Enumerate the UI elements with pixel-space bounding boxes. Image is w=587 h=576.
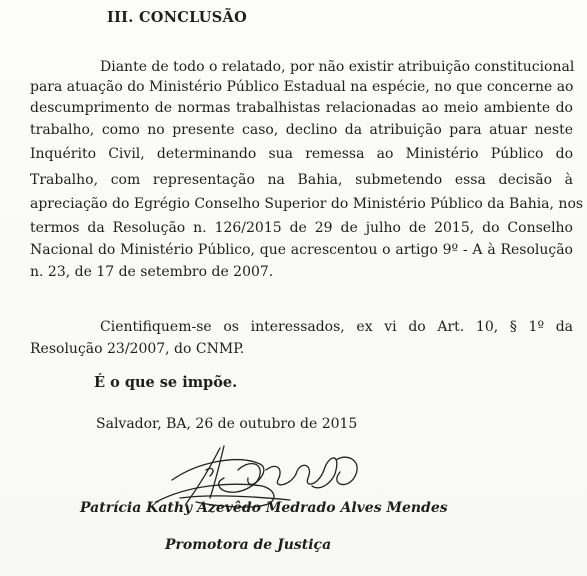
closing-statement: É o que se impõe.	[94, 374, 238, 391]
paragraph-line: Nacional do Ministério Público, que acrescentou o artigo 9º - A à Resolução	[30, 242, 573, 258]
paragraph-line: Cientifiquem-se os interessados, ex vi do Art. 10, § 1º da	[100, 319, 573, 335]
paragraph-line: Inquérito Civil, determinando sua remessa ao Ministério Público do	[30, 146, 573, 162]
place-date: Salvador, BA, 26 de outubro de 2015	[96, 416, 358, 432]
paragraph-line: termos da Resolução n. 126/2015 de 29 de julho de 2015, do Conselho	[30, 220, 573, 236]
paragraph-line: apreciação do Egrégio Conselho Superior do Ministério Público da Bahia, nos	[30, 196, 584, 212]
signer-name: Patrícia Kathy Azevêdo Medrado Alves Mendes	[80, 500, 448, 516]
paragraph-line: trabalho, como no presente caso, declino da atribuição para atuar neste	[30, 122, 573, 138]
paragraph-line: n. 23, de 17 de setembro de 2007.	[30, 264, 274, 280]
paragraph-line: Trabalho, com representação na Bahia, submetendo essa decisão à	[30, 172, 573, 188]
paragraph-line: para atuação do Ministério Público Estadual na espécie, no que concerne ao	[30, 79, 574, 95]
paragraph-line: Diante de todo o relatado, por não existir atribuição constitucional	[100, 59, 575, 75]
paragraph-line: descumprimento de normas trabalhistas relacionadas ao meio ambiente do	[30, 100, 573, 116]
paragraph-line: Resolução 23/2007, do CNMP.	[30, 341, 245, 357]
section-heading: III. CONCLUSÃO	[107, 9, 248, 26]
signer-role: Promotora de Justiça	[165, 537, 332, 553]
